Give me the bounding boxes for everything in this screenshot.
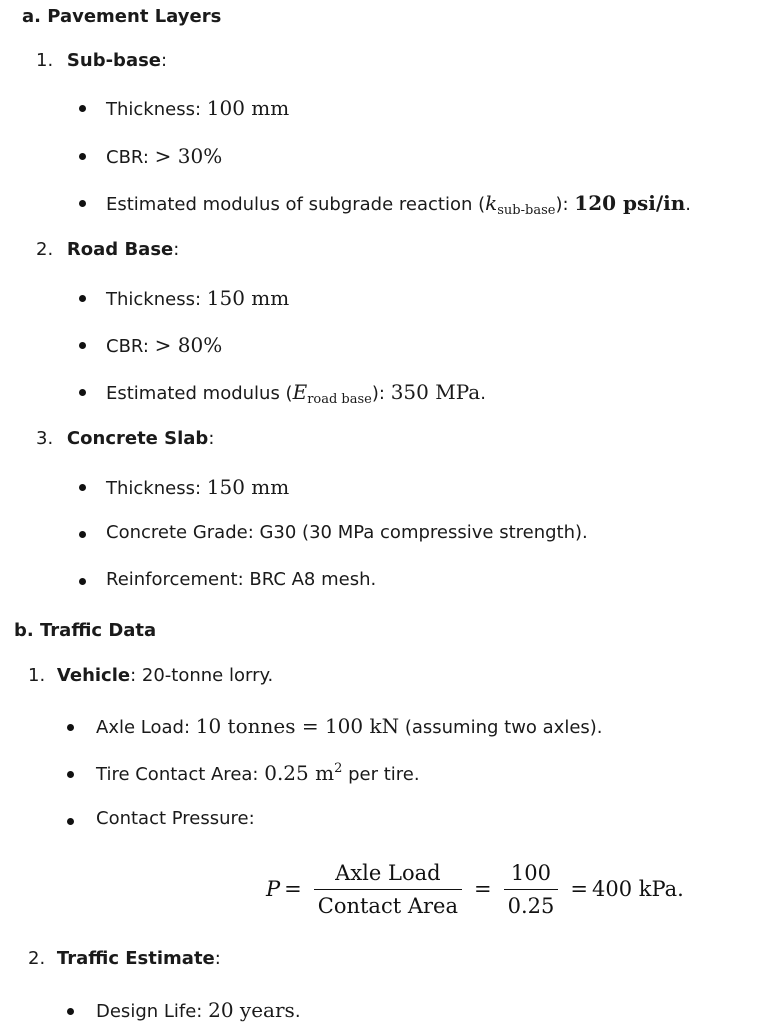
item-colon: : bbox=[208, 428, 215, 449]
bullet-math: > 80% bbox=[154, 333, 223, 357]
bullet-math: 120 psi/in bbox=[574, 191, 686, 215]
bullet-math: 100 mm bbox=[206, 96, 290, 120]
bullet-slab-thickness bbox=[106, 475, 289, 499]
item-title: Road Base bbox=[66, 239, 174, 260]
list-item-sub-base bbox=[36, 50, 167, 71]
bullet-end: . bbox=[685, 194, 692, 215]
section-a-heading: a. Pavement Layers bbox=[22, 6, 222, 27]
fraction-numerator: 100 bbox=[510, 860, 552, 885]
math-variable: k bbox=[485, 191, 498, 215]
item-title: Sub-base bbox=[66, 50, 162, 71]
bullet-dot bbox=[79, 484, 86, 491]
item-title: Traffic Estimate bbox=[56, 948, 215, 969]
bullet-label: ): bbox=[371, 383, 391, 404]
contact-pressure-formula bbox=[266, 856, 684, 922]
bullet-end: (assuming two axles). bbox=[399, 717, 603, 738]
math-subscript: sub-base bbox=[497, 203, 556, 218]
bullet-slab-grade bbox=[106, 522, 588, 543]
bullet-label: ): bbox=[555, 194, 575, 215]
bullet-dot bbox=[67, 771, 74, 778]
item-colon: : bbox=[214, 948, 221, 969]
bullet-math: 0.25 m bbox=[264, 761, 335, 785]
formula-fraction-1 bbox=[314, 861, 462, 918]
bullet-label: Estimated modulus ( bbox=[106, 383, 293, 404]
list-number: 1. bbox=[36, 50, 54, 71]
bullet-dot bbox=[67, 1008, 74, 1015]
list-number: 3. bbox=[36, 428, 54, 449]
bullet-label: CBR: bbox=[106, 147, 155, 168]
bullet-label: Thickness: bbox=[106, 99, 207, 120]
formula-lhs: P bbox=[266, 877, 281, 901]
bullet-label: Estimated modulus of subgrade reaction ( bbox=[106, 194, 486, 215]
item-colon: : bbox=[161, 50, 168, 71]
bullet-label: Design Life: bbox=[96, 1001, 209, 1022]
fraction-denominator: Contact Area bbox=[314, 889, 462, 918]
bullet-math: 150 mm bbox=[206, 286, 290, 310]
bullet-math: 350 MPa bbox=[390, 380, 481, 404]
list-number: 2. bbox=[36, 239, 54, 260]
item-title: Vehicle bbox=[56, 665, 131, 686]
formula-fraction-2 bbox=[504, 861, 559, 918]
bullet-label: Tire Contact Area: bbox=[96, 764, 265, 785]
fraction-denominator: 0.25 bbox=[504, 889, 559, 918]
bullet-dot bbox=[79, 578, 86, 585]
bullet-dot bbox=[67, 724, 74, 731]
math-superscript: 2 bbox=[334, 761, 343, 776]
item-title: Concrete Slab bbox=[66, 428, 209, 449]
bullet-math: 20 years bbox=[208, 998, 295, 1022]
formula-equals: = bbox=[473, 877, 492, 901]
bullet-label: Thickness: bbox=[106, 289, 207, 310]
bullet-dot bbox=[79, 105, 86, 112]
bullet-label: Axle Load: bbox=[96, 717, 196, 738]
bullet-contact-pressure bbox=[96, 808, 255, 829]
bullet-road-base-thickness bbox=[106, 286, 289, 310]
list-item-traffic-estimate bbox=[28, 948, 221, 969]
list-number: 2. bbox=[28, 948, 46, 969]
bullet-label: Concrete Grade: G30 (30 MPa compressive strength). bbox=[106, 522, 588, 543]
bullet-end: per tire. bbox=[342, 764, 420, 785]
bullet-sub-base-thickness bbox=[106, 96, 289, 120]
bullet-end: . bbox=[294, 1001, 301, 1022]
list-item-vehicle bbox=[28, 665, 273, 686]
bullet-math: 10 tonnes = 100 kN bbox=[195, 714, 400, 738]
bullet-dot bbox=[79, 342, 86, 349]
bullet-sub-base-modulus bbox=[106, 191, 691, 218]
formula-equals: = bbox=[284, 877, 302, 901]
math-variable: E bbox=[292, 380, 308, 404]
list-number: 1. bbox=[28, 665, 46, 686]
bullet-slab-reinforcement bbox=[106, 569, 376, 590]
bullet-label: CBR: bbox=[106, 336, 155, 357]
fraction-numerator: Axle Load bbox=[335, 860, 441, 885]
bullet-sub-base-cbr bbox=[106, 144, 222, 168]
bullet-dot bbox=[79, 389, 86, 396]
bullet-tire-contact-area bbox=[96, 761, 420, 785]
bullet-dot bbox=[79, 295, 86, 302]
item-colon: : bbox=[173, 239, 180, 260]
bullet-dot bbox=[67, 818, 74, 825]
bullet-dot bbox=[79, 153, 86, 160]
bullet-label: Reinforcement: BRC A8 mesh. bbox=[106, 569, 377, 590]
bullet-math: 150 mm bbox=[206, 475, 290, 499]
item-rest: : 20-tonne lorry. bbox=[130, 665, 274, 686]
bullet-dot bbox=[79, 531, 86, 538]
bullet-label: Contact Pressure: bbox=[96, 808, 255, 829]
bullet-math: > 30% bbox=[154, 144, 223, 168]
formula-result: 400 kPa bbox=[591, 877, 678, 901]
bullet-end: . bbox=[480, 383, 486, 404]
list-item-road-base bbox=[36, 239, 179, 260]
bullet-label: Thickness: bbox=[106, 478, 207, 499]
bullet-axle-load bbox=[96, 714, 603, 738]
formula-equals: = bbox=[570, 877, 588, 901]
list-item-concrete-slab bbox=[36, 428, 214, 449]
math-subscript: road base bbox=[307, 392, 372, 407]
bullet-design-life bbox=[96, 998, 301, 1022]
formula-end: . bbox=[677, 877, 684, 901]
bullet-dot bbox=[79, 200, 86, 207]
bullet-road-base-modulus bbox=[106, 380, 486, 407]
bullet-road-base-cbr bbox=[106, 333, 222, 357]
section-b-heading: b. Traffic Data bbox=[14, 620, 157, 641]
